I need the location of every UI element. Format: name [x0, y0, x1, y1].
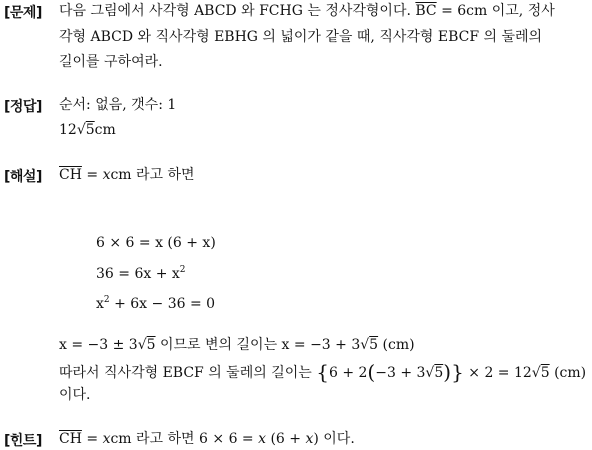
- solution-conclusion-end: 이다.: [59, 387, 91, 403]
- equation-1: 6 × 6 = x (6 + x): [96, 235, 216, 251]
- problem-line-3: 길이를 구하여라.: [59, 54, 163, 70]
- problem-line-2: 각형 ABCD 와 직사각형 EBHG 의 넓이가 같을 때, 직사각형 EBCF 의 둘레의: [59, 29, 543, 45]
- problem-label: [문제]: [4, 5, 42, 21]
- answer-label: [정답]: [4, 99, 42, 115]
- hint-label: [힌트]: [4, 433, 42, 449]
- solution-result: x = −3 ± 3√5 이므로 변의 길이는 x = −3 + 3√5 (cm): [59, 337, 415, 353]
- answer-line-1: 순서: 없음, 갯수: 1: [59, 97, 177, 113]
- equation-3: $x^2 + 6x - 36 = 0$: [96, 295, 216, 312]
- equation-2: $36 = 6x + x^2$: [96, 265, 186, 282]
- solution-conclusion: 따라서 직사각형 EBCF 의 둘레의 길이는 {6 + 2(−3 + 3√5)} × 2 = 12√5 (cm): [59, 360, 587, 384]
- solution-label: [해설]: [4, 169, 42, 185]
- hint-line: $\overline{CH}$ = xcm 라고 하면 6 × 6 = x (6 + x) 이다.: [59, 431, 355, 447]
- segment-bc: $\overline{BC}$: [415, 3, 437, 19]
- problem-line-1: 다음 그림에서 사각형 ABCD 와 FCHG 는 정사각형이다. $\overline{BC} = 6cm$ 이고, 정사: [59, 3, 555, 19]
- solution-intro: $\overline{CH}$ = xcm 라고 하면: [59, 167, 195, 183]
- answer-value: 12√5cm: [59, 122, 116, 138]
